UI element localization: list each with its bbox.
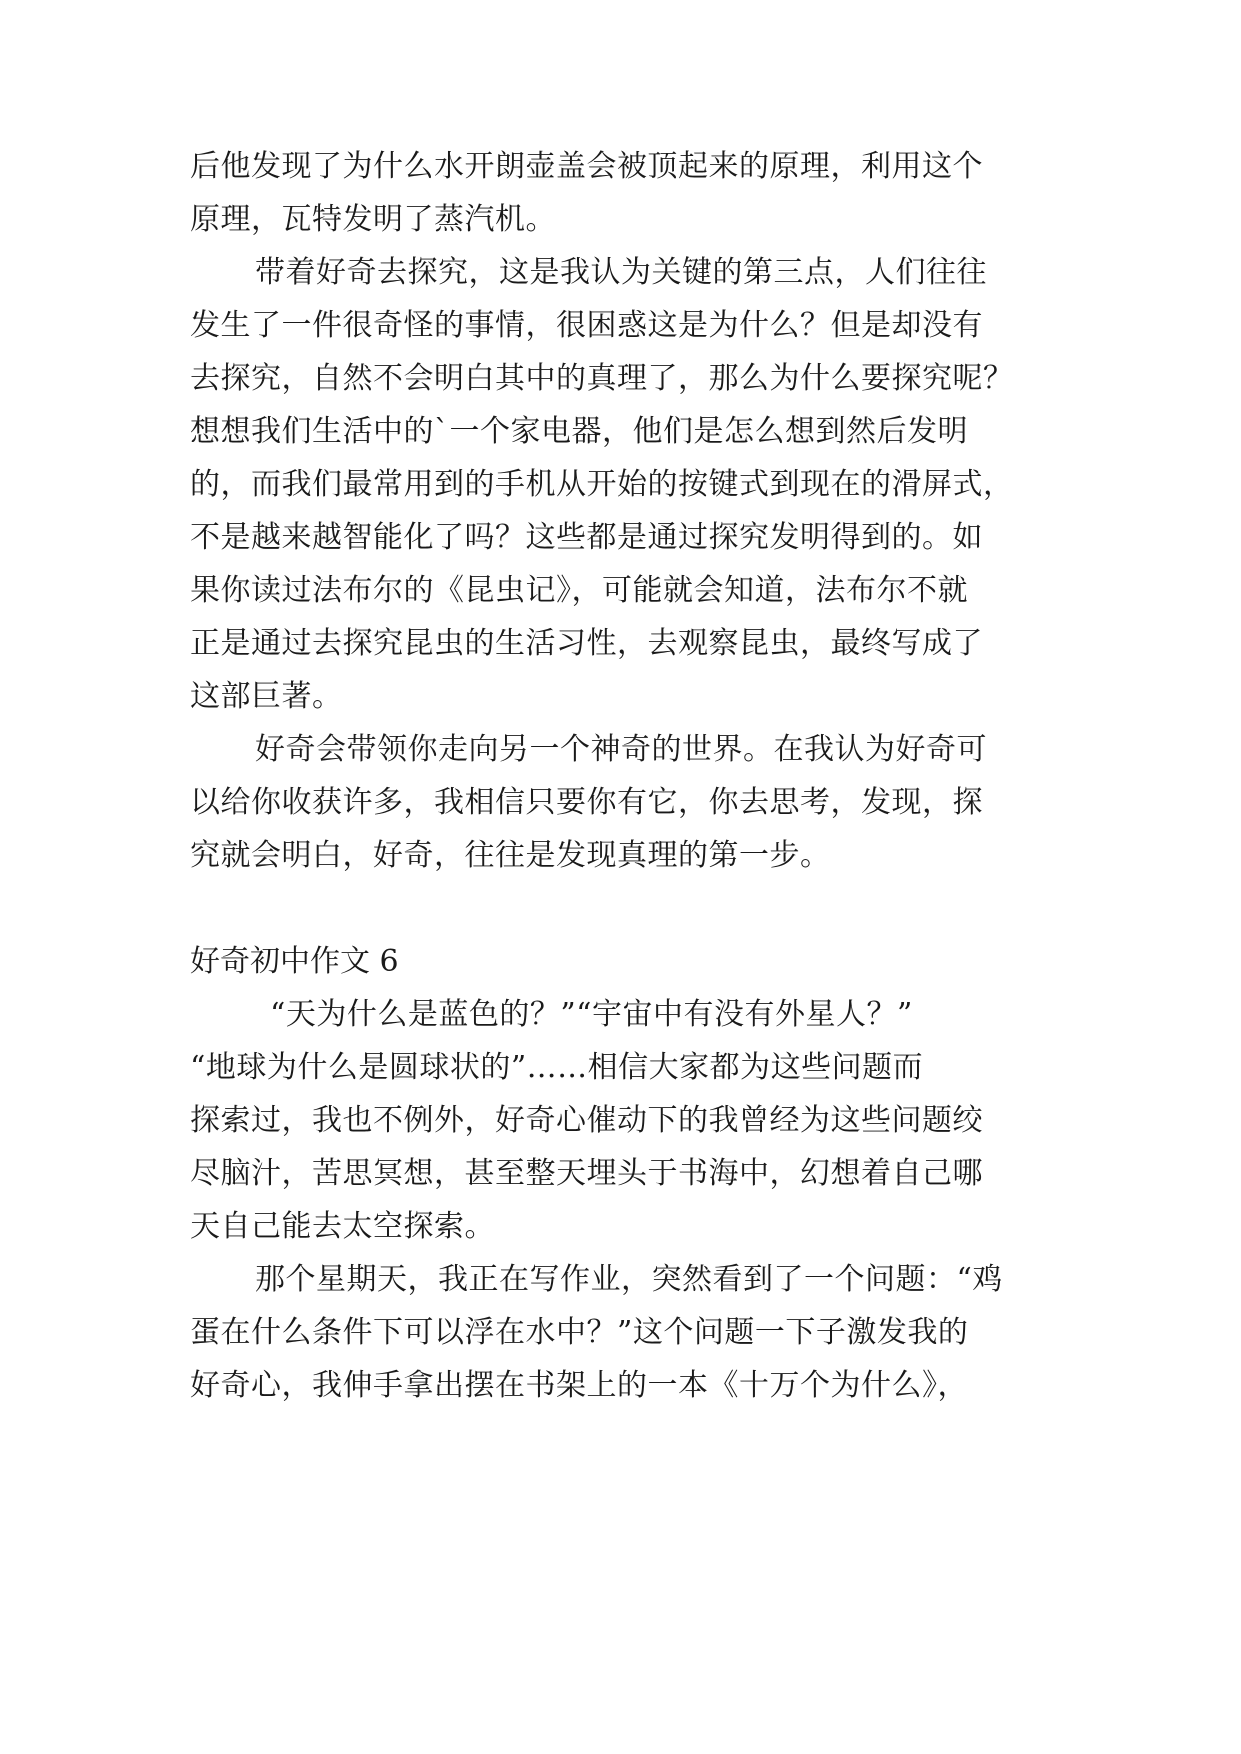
text-line: 正是通过去探究昆虫的生活习性，去观察昆虫，最终写成了	[190, 626, 983, 661]
text-line: 蛋在什么条件下可以浮在水中？”这个问题一下子激发我的	[190, 1315, 969, 1350]
text-line: 那个星期天，我正在写作业，突然看到了一个问题：“鸡	[255, 1262, 1003, 1297]
text-line: 不是越来越智能化了吗？这些都是通过探究发明得到的。如	[190, 520, 983, 555]
text-line: 后他发现了为什么水开朗壶盖会被顶起来的原理，利用这个	[190, 149, 983, 184]
section-heading: 好奇初中作文 6	[190, 944, 399, 979]
text-line: 探索过，我也不例外，好奇心催动下的我曾经为这些问题绞	[190, 1103, 983, 1138]
text-line: 尽脑汁，苦思冥想，甚至整天埋头于书海中，幻想着自己哪	[190, 1156, 983, 1191]
text-line: 带着好奇去探究，这是我认为关键的第三点，人们往往	[255, 255, 987, 290]
text-line: 发生了一件很奇怪的事情，很困惑这是为什么？但是却没有	[190, 308, 983, 343]
text-line: 的，而我们最常用到的手机从开始的按键式到现在的滑屏式，	[190, 467, 1014, 502]
text-line: 去探究，自然不会明白其中的真理了，那么为什么要探究呢？	[190, 361, 1014, 396]
text-line: 天自己能去太空探索。	[190, 1209, 495, 1244]
text-line: “天为什么是蓝色的？”“宇宙中有没有外星人？”	[270, 997, 913, 1032]
text-line: 好奇会带领你走向另一个神奇的世界。在我认为好奇可	[255, 732, 987, 767]
text-line: 以给你收获许多，我相信只要你有它，你去思考，发现，探	[190, 785, 983, 820]
text-line: 原理，瓦特发明了蒸汽机。	[190, 202, 556, 237]
text-line: 想想我们生活中的`一个家电器，他们是怎么想到然后发明	[190, 414, 968, 449]
text-line: 究就会明白，好奇，往往是发现真理的第一步。	[190, 838, 831, 873]
text-line: 这部巨著。	[190, 679, 343, 714]
text-line: 好奇心，我伸手拿出摆在书架上的一本《十万个为什么》，	[190, 1368, 968, 1403]
text-line: 果你读过法布尔的《昆虫记》，可能就会知道，法布尔不就	[190, 573, 968, 608]
text-line: “地球为什么是圆球状的”……相信大家都为这些问题而	[190, 1050, 924, 1085]
